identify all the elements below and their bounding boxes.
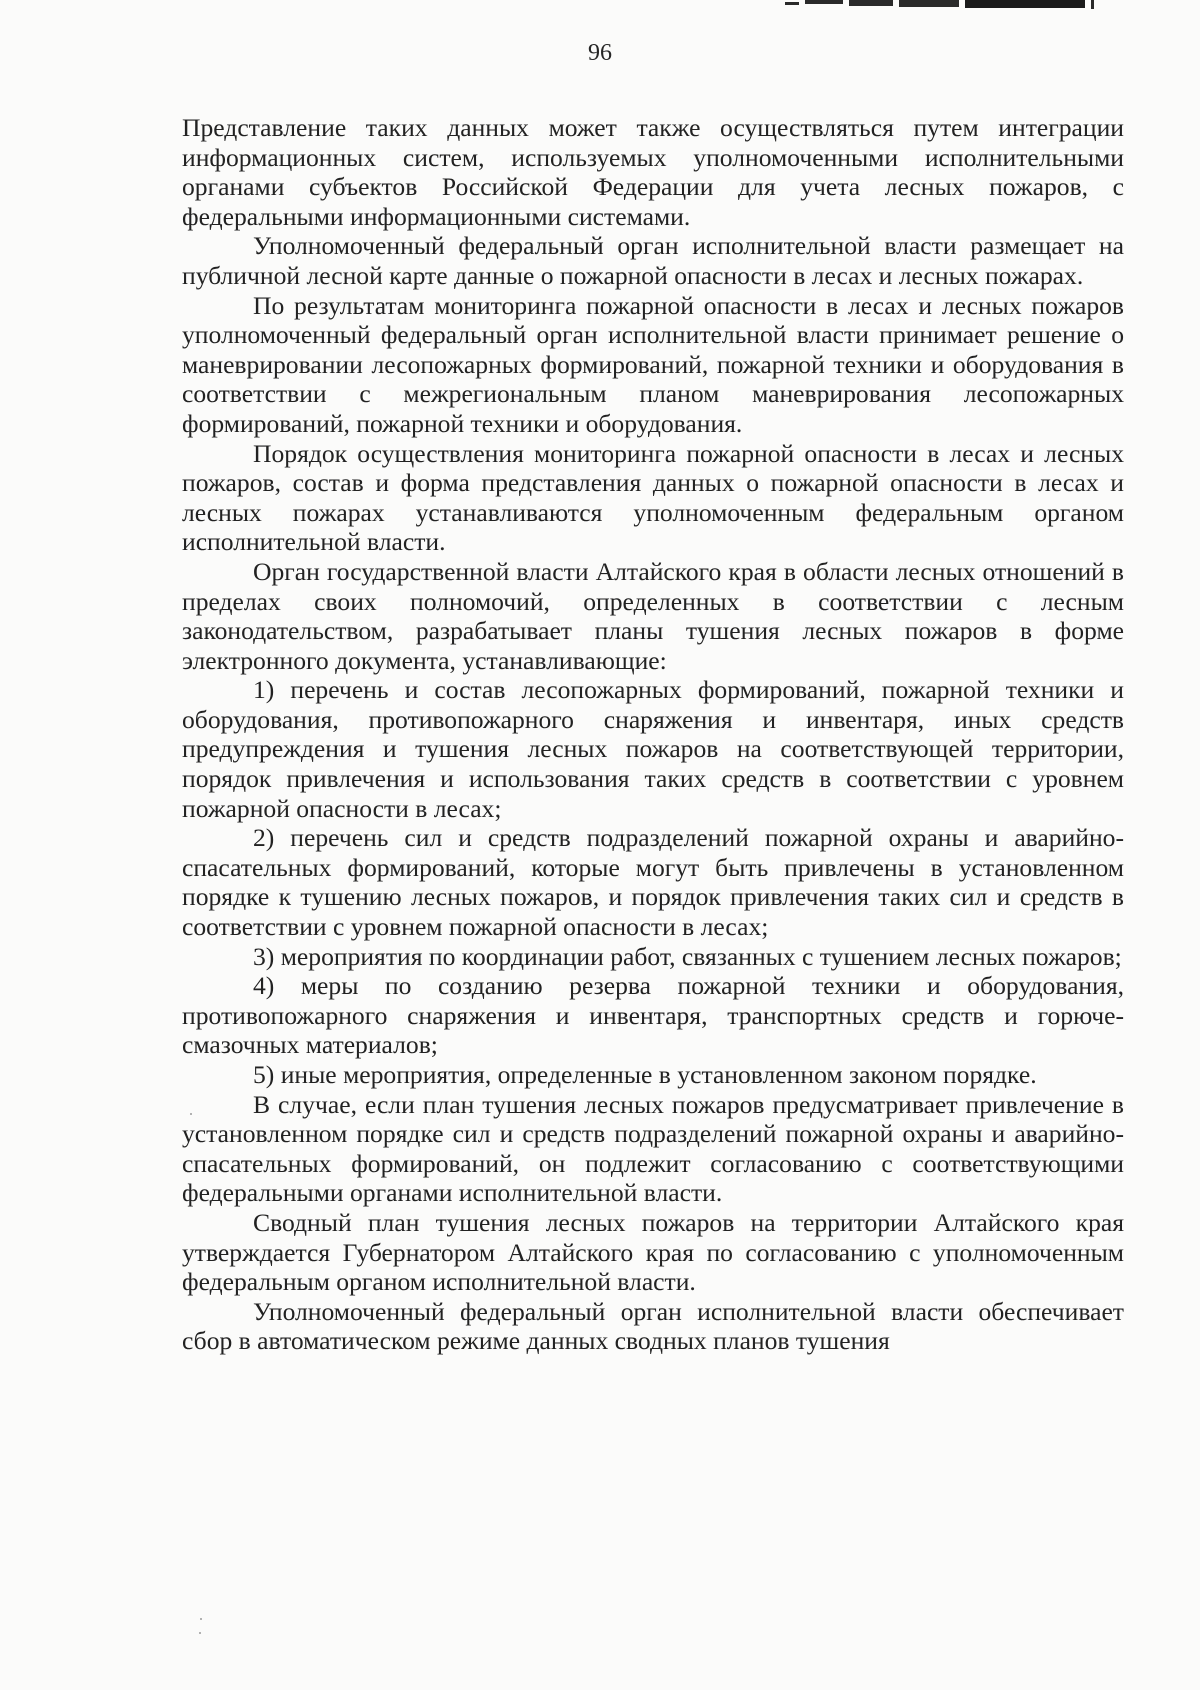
scan-edge-artifact bbox=[785, 0, 1115, 9]
scan-speck bbox=[199, 1632, 201, 1634]
paragraph: Уполномоченный федеральный орган исполнительной власти размещает на публичной лесной карте данные о пожарной опасности в лесах и лесных пожарах. bbox=[182, 231, 1124, 290]
list-item: 4) меры по созданию резерва пожарной техники и оборудования, противопожарного снаряжения и инвентаря, транспортных средств и горюче-смазочных материалов; bbox=[182, 971, 1124, 1060]
paragraph: Уполномоченный федеральный орган исполнительной власти обеспечивает сбор в автоматическом режиме данных сводных планов тушения bbox=[182, 1296, 1124, 1356]
scan-speck bbox=[200, 1618, 202, 1620]
list-item: 1) перечень и состав лесопожарных формирований, пожарной техники и оборудования, противопожарного снаряжения и инвентаря, иных средств предупреждения и тушения лесных пожаров на соответствующей территории, порядок привлечения и использования таких средств в соответствии с уровнем пожарной опасности в лесах; bbox=[182, 675, 1124, 823]
paragraph: В случае, если план тушения лесных пожаров предусматривает привлечение в установленном порядке сил и средств подразделений пожарной охраны и аварийно-спасательных формирований, он подлежит согласованию с соответствующими федеральными органами исполнительной власти. bbox=[182, 1089, 1124, 1208]
document-body bbox=[182, 113, 1124, 1356]
list-item: 3) мероприятия по координации работ, связанных с тушением лесных пожаров; bbox=[253, 941, 1122, 971]
list-item: 5) иные мероприятия, определенные в установленном законом порядке. bbox=[253, 1060, 1037, 1089]
list-item: 2) перечень сил и средств подразделений пожарной охраны и аварийно-спасательных формирований, которые могут быть привлечены в установленном порядке к тушению лесных пожаров, и порядок привлечения таких сил и средств в соответствии с уровнем пожарной опасности в лесах; bbox=[182, 823, 1124, 942]
paragraph: Представление таких данных может также осуществляться путем интеграции информационных систем, используемых уполномоченными исполнительными органами субъектов Российской Федерации для учета лесных пожаров, с федеральными информационными системами. bbox=[182, 113, 1124, 231]
scan-speck bbox=[190, 1113, 192, 1115]
page-number: 96 bbox=[588, 40, 612, 66]
paragraph: По результатам мониторинга пожарной опасности в лесах и лесных пожаров уполномоченный федеральный орган исполнительной власти принимает решение о маневрировании лесопожарных формирований, пожарной техники и оборудования в соответствии с межрегиональным планом маневрирования лесопожарных формирований, пожарной техники и оборудования. bbox=[182, 290, 1124, 438]
paragraph: Сводный план тушения лесных пожаров на территории Алтайского края утверждается Губернатором Алтайского края по согласованию с уполномоченным федеральным органом исполнительной власти. bbox=[182, 1207, 1124, 1297]
paragraph: Порядок осуществления мониторинга пожарной опасности в лесах и лесных пожаров, состав и форма представления данных о пожарной опасности в лесах и лесных пожарах устанавливаются уполномоченным федеральным органом исполнительной власти. bbox=[182, 438, 1124, 557]
paragraph: Орган государственной власти Алтайского края в области лесных отношений в пределах своих полномочий, определенных в соответствии с лесным законодательством, разрабатывает планы тушения лесных пожаров в форме электронного документа, устанавливающие: bbox=[182, 556, 1124, 675]
